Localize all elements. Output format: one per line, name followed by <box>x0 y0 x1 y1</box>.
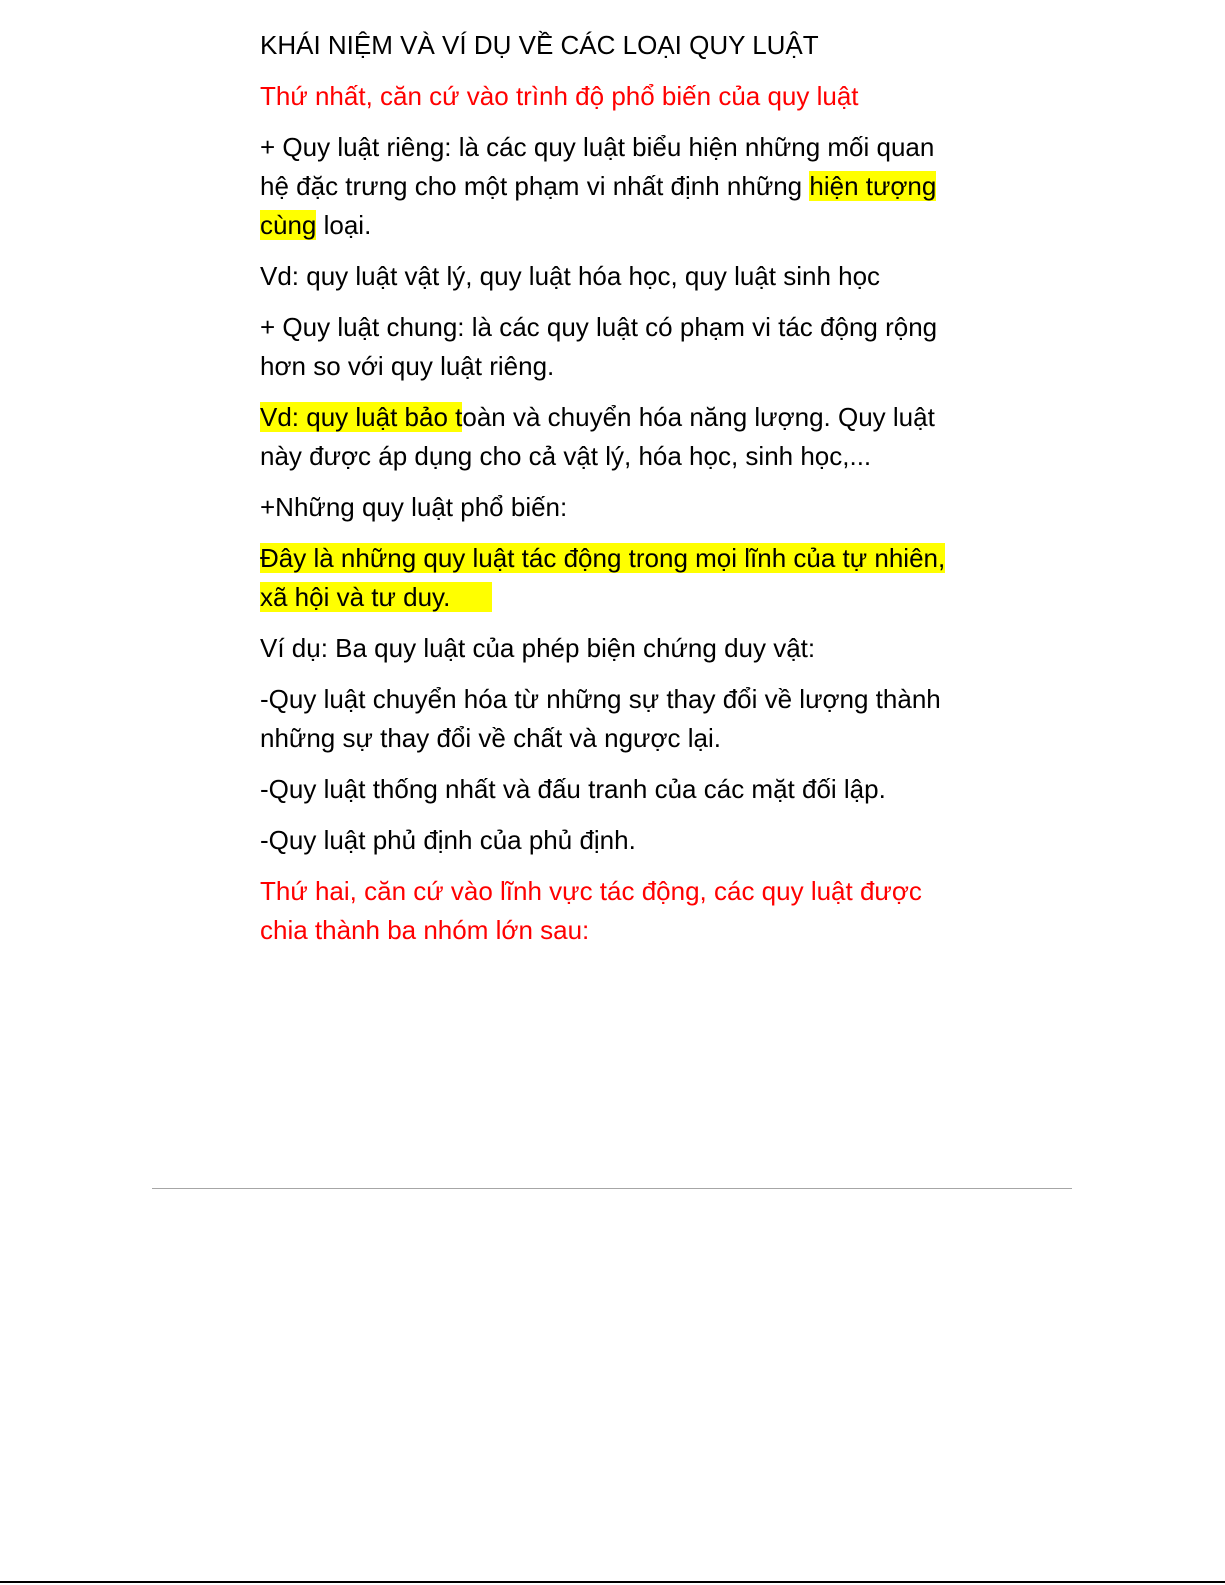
law-item-1: -Quy luật chuyển hóa từ những sự thay đổi về lượng thành những sự thay đổi về chất và ngược lại. <box>260 684 941 753</box>
section1-heading: Thứ nhất, căn cứ vào trình độ phổ biến của quy luật <box>260 81 859 111</box>
paragraph-pho-bien-heading: +Những quy luật phổ biến: <box>260 492 568 522</box>
highlight-pho-bien: Đây là những quy luật tác động trong mọi lĩnh của tự nhiên, xã hội và tư duy. <box>260 543 946 612</box>
bottom-border <box>0 1581 1225 1583</box>
law-item-2: -Quy luật thống nhất và đấu tranh của các mặt đối lập. <box>260 774 886 804</box>
document-title: KHÁI NIỆM VÀ VÍ DỤ VỀ CÁC LOẠI QUY LUẬT <box>260 30 819 60</box>
section2-heading: Thứ hai, căn cứ vào lĩnh vực tác động, các quy luật được chia thành ba nhóm lớn sau: <box>260 876 922 945</box>
rieng-text-b: loại. <box>316 210 372 240</box>
highlight-hien-tuong: hiện tượng cùng <box>260 171 937 240</box>
paragraph-quy-luat-rieng <box>260 128 960 245</box>
paragraph-chung-example <box>260 398 960 476</box>
rieng-text-a: + Quy luật riêng: là các quy luật biểu hiện những mối quan hệ đặc trưng cho một phạm vi nhất định những <box>260 132 935 201</box>
paragraph-pho-bien <box>260 539 960 617</box>
page-separator <box>152 1188 1072 1189</box>
paragraph-rieng-example: Vd: quy luật vật lý, quy luật hóa học, quy luật sinh học <box>260 261 881 291</box>
document-body <box>260 26 960 962</box>
law-item-3: -Quy luật phủ định của phủ định. <box>260 825 636 855</box>
paragraph-example-intro: Ví dụ: Ba quy luật của phép biện chứng duy vật: <box>260 633 816 663</box>
paragraph-quy-luat-chung: + Quy luật chung: là các quy luật có phạm vi tác động rộng hơn so với quy luật riêng. <box>260 312 938 381</box>
chung-example-text: oàn và chuyển hóa năng lượng. Quy luật này được áp dụng cho cả vật lý, hóa học, sinh học,... <box>260 402 935 471</box>
highlight-bao-toan: Vd: quy luật bảo t <box>260 402 463 432</box>
